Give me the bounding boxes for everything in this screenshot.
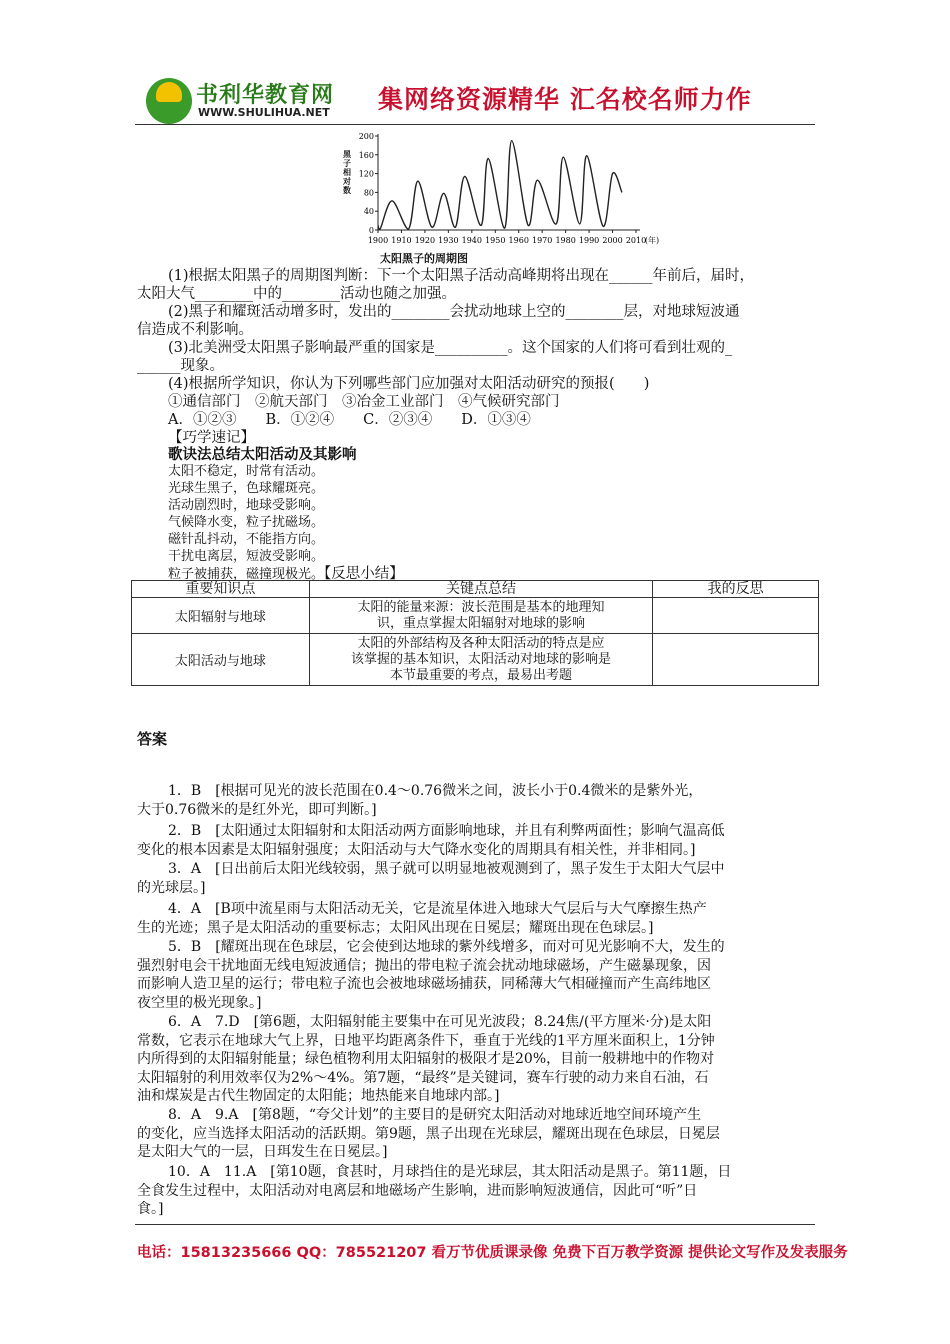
memo-title: 歌诀法总结太阳活动及其影响 (168, 446, 357, 463)
y-tick-label: 0 (368, 226, 374, 235)
answer-line: 的变化，应当选择太阳活动的活跃期。第9题，黑子出现在光球层，耀斑出现在色球层，日冕层 (137, 1125, 720, 1142)
x-tick-label: 1920 (414, 236, 436, 245)
question-2-line-2: 信造成不利影响。 (137, 322, 253, 338)
question-4-stem: (4)根据所学知识，你认为下列哪些部门应加强对太阳活动研究的预报( ) (168, 376, 650, 392)
memo-line: 太阳不稳定，时常有活动。 (168, 464, 325, 479)
answer-line: 夜空里的极光现象。] (137, 994, 262, 1011)
table-header: 我的反思 (653, 581, 819, 598)
table-header: 重要知识点 (132, 581, 310, 598)
x-tick-label: 1910 (391, 236, 412, 245)
x-tick-label: 1930 (438, 236, 459, 245)
question-1-line-1: (1)根据太阳黑子的周期图判断：下一个太阳黑子活动高峰期将出现在______年前后，届时， (168, 268, 755, 284)
x-tick-label: 1950 (485, 236, 506, 245)
sunspot-chart (330, 128, 660, 250)
answer-1 (137, 782, 817, 819)
memo-line: 活动剧烈时，地球受影响。 (168, 498, 325, 513)
brand-url: WWW.SHULIHUA.NET (198, 106, 330, 119)
memo-tag: 【巧学速记】 (168, 430, 255, 446)
memo-line: 磁针乱抖动，不能指方向。 (168, 532, 325, 547)
chart-title: 太阳黑子的周期图 (380, 252, 468, 265)
table-cell-summary (309, 598, 652, 634)
answers-title: 答案 (137, 730, 168, 748)
answer-line: 2．B [太阳通过太阳辐射和太阳活动两方面影响地球，并且有利弊两面性；影响气温高低 (168, 823, 725, 839)
brand-name: 书利华教育网 (196, 83, 335, 108)
sunspot-series-line (378, 141, 622, 229)
question-3-line-1: (3)北美洲受太阳黑子影响最严重的国家是__________。这个国家的人们将可看到壮观的_ (168, 340, 733, 356)
answer-line: 3．A [日出前后太阳光线较弱，黑子就可以明显地被观测到了，黑子发生于太阳大气层中 (168, 861, 725, 877)
y-tick-label: 120 (358, 169, 374, 179)
table-cell-reflection (653, 634, 819, 686)
x-tick-label: 1940 (461, 236, 482, 245)
table-cell-topic: 太阳辐射与地球 (132, 598, 310, 634)
x-tick-label: 1970 (532, 236, 553, 245)
answer-line: 的光球层。] (137, 879, 206, 896)
answer-10-11 (137, 1163, 817, 1219)
answer-line: 常数，它表示在地球大气上界，日地平均距离条件下，垂直于光线的1平方厘米面积上，1分钟 (137, 1032, 715, 1049)
answer-2 (137, 822, 817, 859)
x-tick-label: 1900 (367, 236, 389, 245)
memo-line: 干扰电离层，短波受影响。 (168, 549, 325, 564)
y-tick-label: 40 (363, 207, 374, 217)
answer-line: 8．A 9.A [第8题，“夸父计划”的主要目的是研究太阳活动对地球近地空间环境产生 (168, 1107, 702, 1123)
answer-line: 5．B [耀斑出现在色球层，它会使到达地球的紫外线增多，而对可见光影响不大，发生的 (168, 939, 725, 955)
reflect-tag: 【反思小结】 (324, 566, 404, 582)
question-3-line-2: ______现象。 (137, 358, 224, 374)
summary-line: 识，重点掌握太阳辐射对地球的影响 (376, 615, 585, 631)
summary-line: 本节最重要的考点，最易出考题 (389, 667, 572, 683)
answer-line: 强烈射电会干扰地面无线电短波通信；抛出的带电粒子流会扰动地球磁场，产生磁暴现象，因 (137, 957, 711, 974)
chart-y-ticks (359, 132, 378, 235)
table-cell-reflection (653, 598, 819, 634)
table-cell-summary (309, 634, 652, 686)
answer-6-7 (137, 1013, 817, 1106)
memo-line: 粒子被捕获，磁撞现极光。 (168, 567, 325, 582)
y-tick-label: 160 (358, 150, 374, 160)
table-header-row (132, 581, 819, 598)
table-row (132, 598, 819, 634)
table-row (132, 634, 819, 686)
summary-table (131, 580, 819, 686)
answer-line: 而影响人造卫星的运行；带电粒子流也会被地球磁场捕获，同稀薄大气相碰撞而产生高纬地区 (137, 976, 711, 992)
answer-line: 食。] (137, 1201, 164, 1217)
footer-contact: 电话：15813235666 QQ：785521207 看万节优质课录像 免费下百万教学资源 提供论文写作及发表服务 (137, 1245, 848, 1261)
answer-line: 10．A 11.A [第10题，食甚时，月球挡住的是光球层，其太阳活动是黑子。第11题，日 (168, 1164, 732, 1180)
x-tick-label: 1960 (508, 236, 529, 245)
y-tick-label: 80 (363, 188, 374, 198)
answer-4 (137, 900, 817, 937)
x-tick-label: 2010 (625, 236, 647, 245)
summary-line: 该掌握的基本知识，太阳活动对地球的影响是 (350, 651, 611, 667)
chart-x-ticks (368, 230, 659, 245)
answer-line: 太阳辐射的利用效率仅为2%～4%。第7题，“最终”是关键词，赛车行驶的动力来自石油，石 (137, 1069, 709, 1086)
answer-line: 变化的根本因素是太阳辐射强度；太阳活动与大气降水变化的周期具有相关性，并非相同。] (137, 841, 696, 858)
y-tick-label: 200 (358, 132, 374, 141)
answer-line: 4．A [B项中流星雨与太阳活动无关，它是流星体进入地球大气层后与大气摩擦生热产 (168, 901, 707, 917)
logo-sun-icon (156, 82, 182, 102)
answer-line: 大于0.76微米的是红外光，即可判断。] (137, 801, 377, 818)
answer-line: 1．B [根据可见光的波长范围在0.4～0.76微米之间，波长小于0.4微米的是紫外光， (168, 783, 703, 799)
x-tick-label: 2000 (602, 236, 623, 245)
question-1-line-2: 太阳大气________中的________活动也随之加强。 (137, 286, 456, 302)
summary-line: 太阳的外部结构及各种太阳活动的特点是应 (357, 635, 605, 651)
answer-8-9 (137, 1106, 817, 1162)
x-tick-label: 1990 (578, 236, 600, 245)
answer-5 (137, 938, 817, 1012)
question-4-items: ①通信部门 ②航天部门 ③冶金工业部门 ④气候研究部门 (168, 394, 560, 410)
chart-y-label: 黑子相对数 (343, 149, 351, 195)
answer-line: 全食发生过程中，太阳活动对电离层和地磁场产生影响，进而影响短波通信，因此可“听”日 (137, 1182, 698, 1199)
answer-line: 6．A 7.D [第6题，太阳辐射能主要集中在可见光波段；8.24焦/(平方厘米·分)是太阳 (168, 1014, 712, 1030)
footer-divider (135, 1224, 815, 1225)
question-2-line-1: (2)黑子和耀斑活动增多时，发出的________会扰动地球上空的________层，对地球短波通 (168, 304, 740, 320)
summary-line: 太阳的能量来源：波长范围是基本的地理知 (357, 599, 605, 615)
table-cell-topic: 太阳活动与地球 (132, 634, 310, 686)
answer-line: 是太阳大气的一层，日珥发生在日冕层。] (137, 1144, 388, 1160)
header-slogan: 集网络资源精华 汇名校名师力作 (378, 85, 752, 114)
memo-line: 光球生黑子，色球耀斑亮。 (168, 481, 325, 496)
x-tick-label: 1980 (555, 236, 576, 245)
table-header: 关键点总结 (309, 581, 652, 598)
memo-line: 气候降水变，粒子扰磁场。 (168, 515, 325, 530)
header-divider (135, 124, 815, 125)
answer-line: 内所得到的太阳辐射能量；绿色植物利用太阳辐射的极限才是20%，目前一般耕地中的作物对 (137, 1051, 715, 1067)
x-axis-unit: (年) (644, 236, 660, 245)
answer-line: 生的光迹；黑子是太阳活动的重要标志；太阳风出现在日冕层；耀斑出现在色球层。] (137, 919, 654, 936)
question-4-options: A．①②③ B．①②④ C．②③④ D．①③④ (168, 412, 531, 428)
answer-3 (137, 860, 817, 897)
answer-line: 油和煤炭是古代生物固定的太阳能；地热能来自地球内部。] (137, 1088, 500, 1104)
